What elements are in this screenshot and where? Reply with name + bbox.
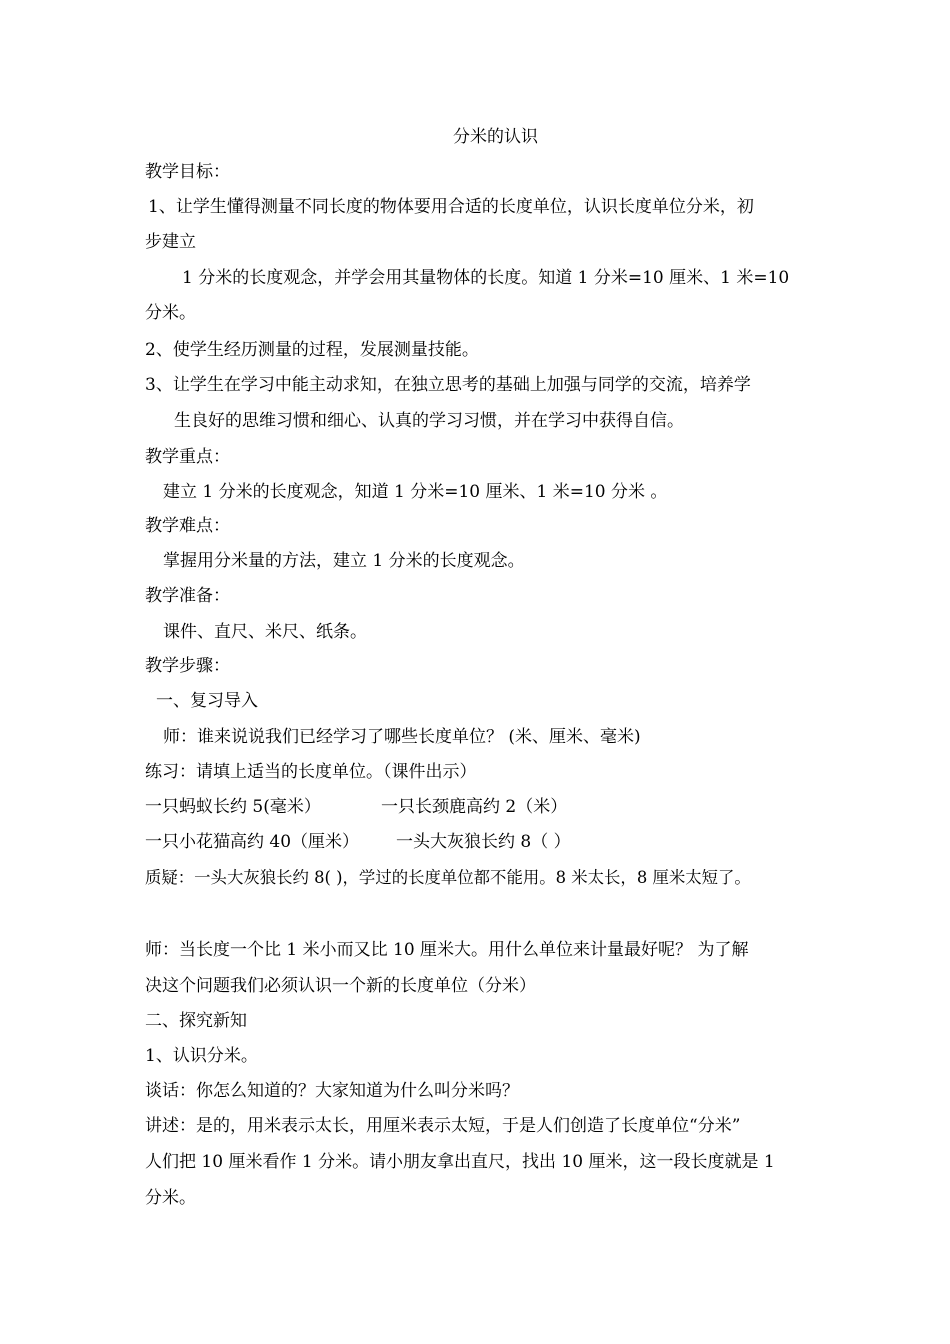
goal-1-line-3: 1 分米的长度观念，并学会用其量物体的长度。知道 1 分米=10 厘米、1 米=10 (182, 268, 790, 288)
goal-1-line-2: 步建立 (145, 232, 196, 252)
difficulty-text: 掌握用分米量的方法，建立 1 分米的长度观念。 (163, 551, 525, 571)
question-line: 质疑：一头大灰狼长约 8( )，学过的长度单位都不能用。8 米太长，8 厘米太短了。 (145, 868, 751, 887)
teacher-question-2-line-2: 决这个问题我们必须认识一个新的长度单位（分米） (145, 976, 536, 996)
teacher-question-1: 师：谁来说说我们已经学习了哪些长度单位？ (米、厘米、毫米) (163, 727, 641, 747)
prep-heading: 教学准备： (145, 586, 230, 606)
exercise-wolf: 一头大灰狼长约 8（ ） (396, 832, 571, 852)
exercise-cat: 一只小花猫高约 40（厘米） (145, 832, 360, 852)
exercise-ant: 一只蚂蚁长约 5(毫米） (145, 797, 321, 817)
goal-1-line-4: 分米。 (145, 303, 196, 323)
prep-text: 课件、直尺、米尺、纸条。 (163, 622, 367, 642)
step-2-heading: 二、探究新知 (145, 1011, 247, 1031)
talk-line: 谈话：你怎么知道的？大家知道为什么叫分米吗？ (145, 1081, 519, 1101)
goal-1-line-1: 1、让学生懂得测量不同长度的物体要用合适的长度单位，认识长度单位分米，初 (148, 197, 754, 217)
explain-line-1: 讲述：是的，用米表示太长，用厘米表示太短，于是人们创造了长度单位“分米” (145, 1116, 741, 1136)
exercise-giraffe: 一只长颈鹿高约 2（米） (381, 797, 568, 817)
doc-title: 分米的认识 (453, 127, 538, 147)
steps-heading: 教学步骤： (145, 656, 230, 676)
step-1-heading: 一、复习导入 (156, 691, 258, 711)
key-heading: 教学重点： (145, 447, 230, 467)
explain-line-2: 人们把 10 厘米看作 1 分米。请小朋友拿出直尺，找出 10 厘米，这一段长度就是 1 (145, 1152, 775, 1172)
goal-2: 2、使学生经历测量的过程，发展测量技能。 (145, 340, 479, 360)
sub-1-heading: 1、认识分米。 (145, 1046, 258, 1066)
key-text: 建立 1 分米的长度观念，知道 1 分米=10 厘米、1 米=10 分米 。 (163, 482, 668, 502)
explain-line-3: 分米。 (145, 1188, 196, 1208)
difficulty-heading: 教学难点： (145, 516, 230, 536)
practice-line: 练习：请填上适当的长度单位。（课件出示） (145, 762, 477, 782)
teacher-question-2-line-1: 师：当长度一个比 1 米小而又比 10 厘米大。用什么单位来计量最好呢？ 为了解 (145, 940, 749, 960)
goal-3-line-1: 3、让学生在学习中能主动求知，在独立思考的基础上加强与同学的交流，培养学 (145, 375, 751, 395)
goals-heading: 教学目标： (145, 162, 230, 182)
goal-3-line-2: 生良好的思维习惯和细心、认真的学习习惯，并在学习中获得自信。 (174, 411, 684, 431)
